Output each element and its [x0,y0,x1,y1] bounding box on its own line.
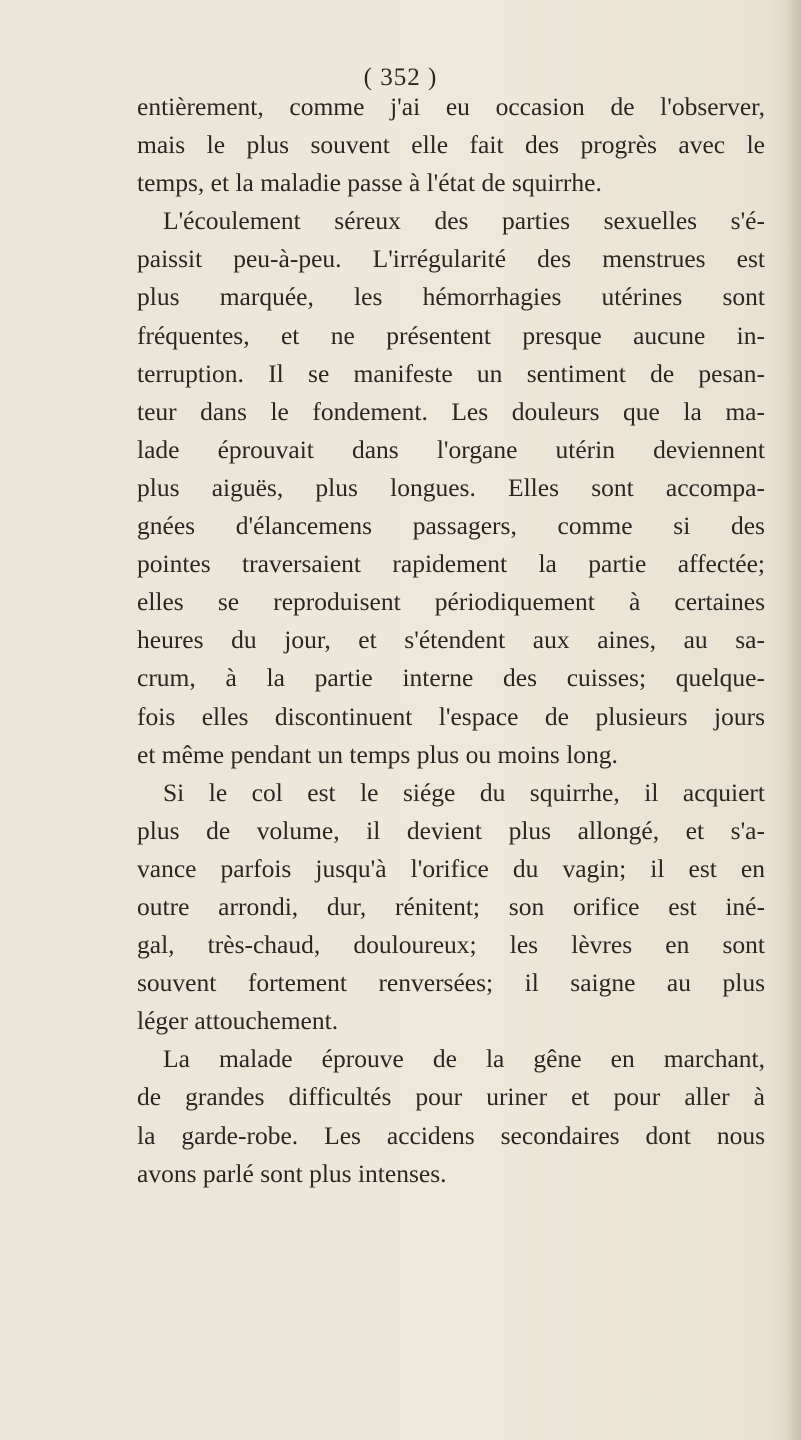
text-line: La malade éprouve de la gêne en marchant, [163,1044,765,1074]
body-text [137,88,765,1193]
text-line: gnées d'élancemens passagers, comme si des [137,511,765,541]
text-line: plus aiguës, plus longues. Elles sont accompa- [137,472,765,502]
text-line: paissit peu-à-peu. L'irrégularité des menstrues est [137,244,765,274]
text-line: de grandes difficultés pour uriner et pour aller à [137,1082,765,1112]
text-line: outre arrondi, dur, rénitent; son orifice est iné- [137,891,765,921]
text-line: gal, très-chaud, douloureux; les lèvres en sont [137,930,765,960]
text-line: plus de volume, il devient plus allongé, et s'a- [137,815,765,845]
text-line: souvent fortement renversées; il saigne au plus [137,968,765,998]
text-line: avons parlé sont plus intenses. [137,1158,447,1188]
page-edge-shadow [787,0,801,1440]
text-line: fréquentes, et ne présentent presque aucune in- [137,320,765,350]
text-line: temps, et la maladie passe à l'état de squirrhe. [137,168,602,198]
text-line: plus marquée, les hémorrhagies utérines sont [137,282,765,312]
text-line: crum, à la partie interne des cuisses; quelque- [137,663,765,693]
page-number: ( 352 ) [363,64,438,91]
text-line: Si le col est le siége du squirrhe, il acquiert [163,777,765,807]
text-line: pointes traversaient rapidement la partie affectée; [137,549,765,579]
text-line: terruption. Il se manifeste un sentiment de pesan- [137,358,765,388]
text-line: heures du jour, et s'étendent aux aines, au sa- [137,625,765,655]
text-line: entièrement, comme j'ai eu occasion de l'observer, [137,92,765,121]
text-line: teur dans le fondement. Les douleurs que la ma- [137,396,765,426]
text-line: fois elles discontinuent l'espace de plusieurs jours [137,701,765,731]
text-line: et même pendant un temps plus ou moins long. [137,739,618,769]
text-line: léger attouchement. [137,1006,339,1036]
text-line: L'écoulement séreux des parties sexuelles s'é- [163,206,765,236]
text-line: lade éprouvait dans l'organe utérin deviennent [137,434,765,464]
text-line: vance parfois jusqu'à l'orifice du vagin; il est en [137,853,765,883]
text-line: elles se reproduisent périodiquement à certaines [137,587,765,617]
text-line: mais le plus souvent elle fait des progrès avec le [137,130,765,160]
text-line: la garde-robe. Les accidens secondaires dont nous [137,1120,765,1150]
